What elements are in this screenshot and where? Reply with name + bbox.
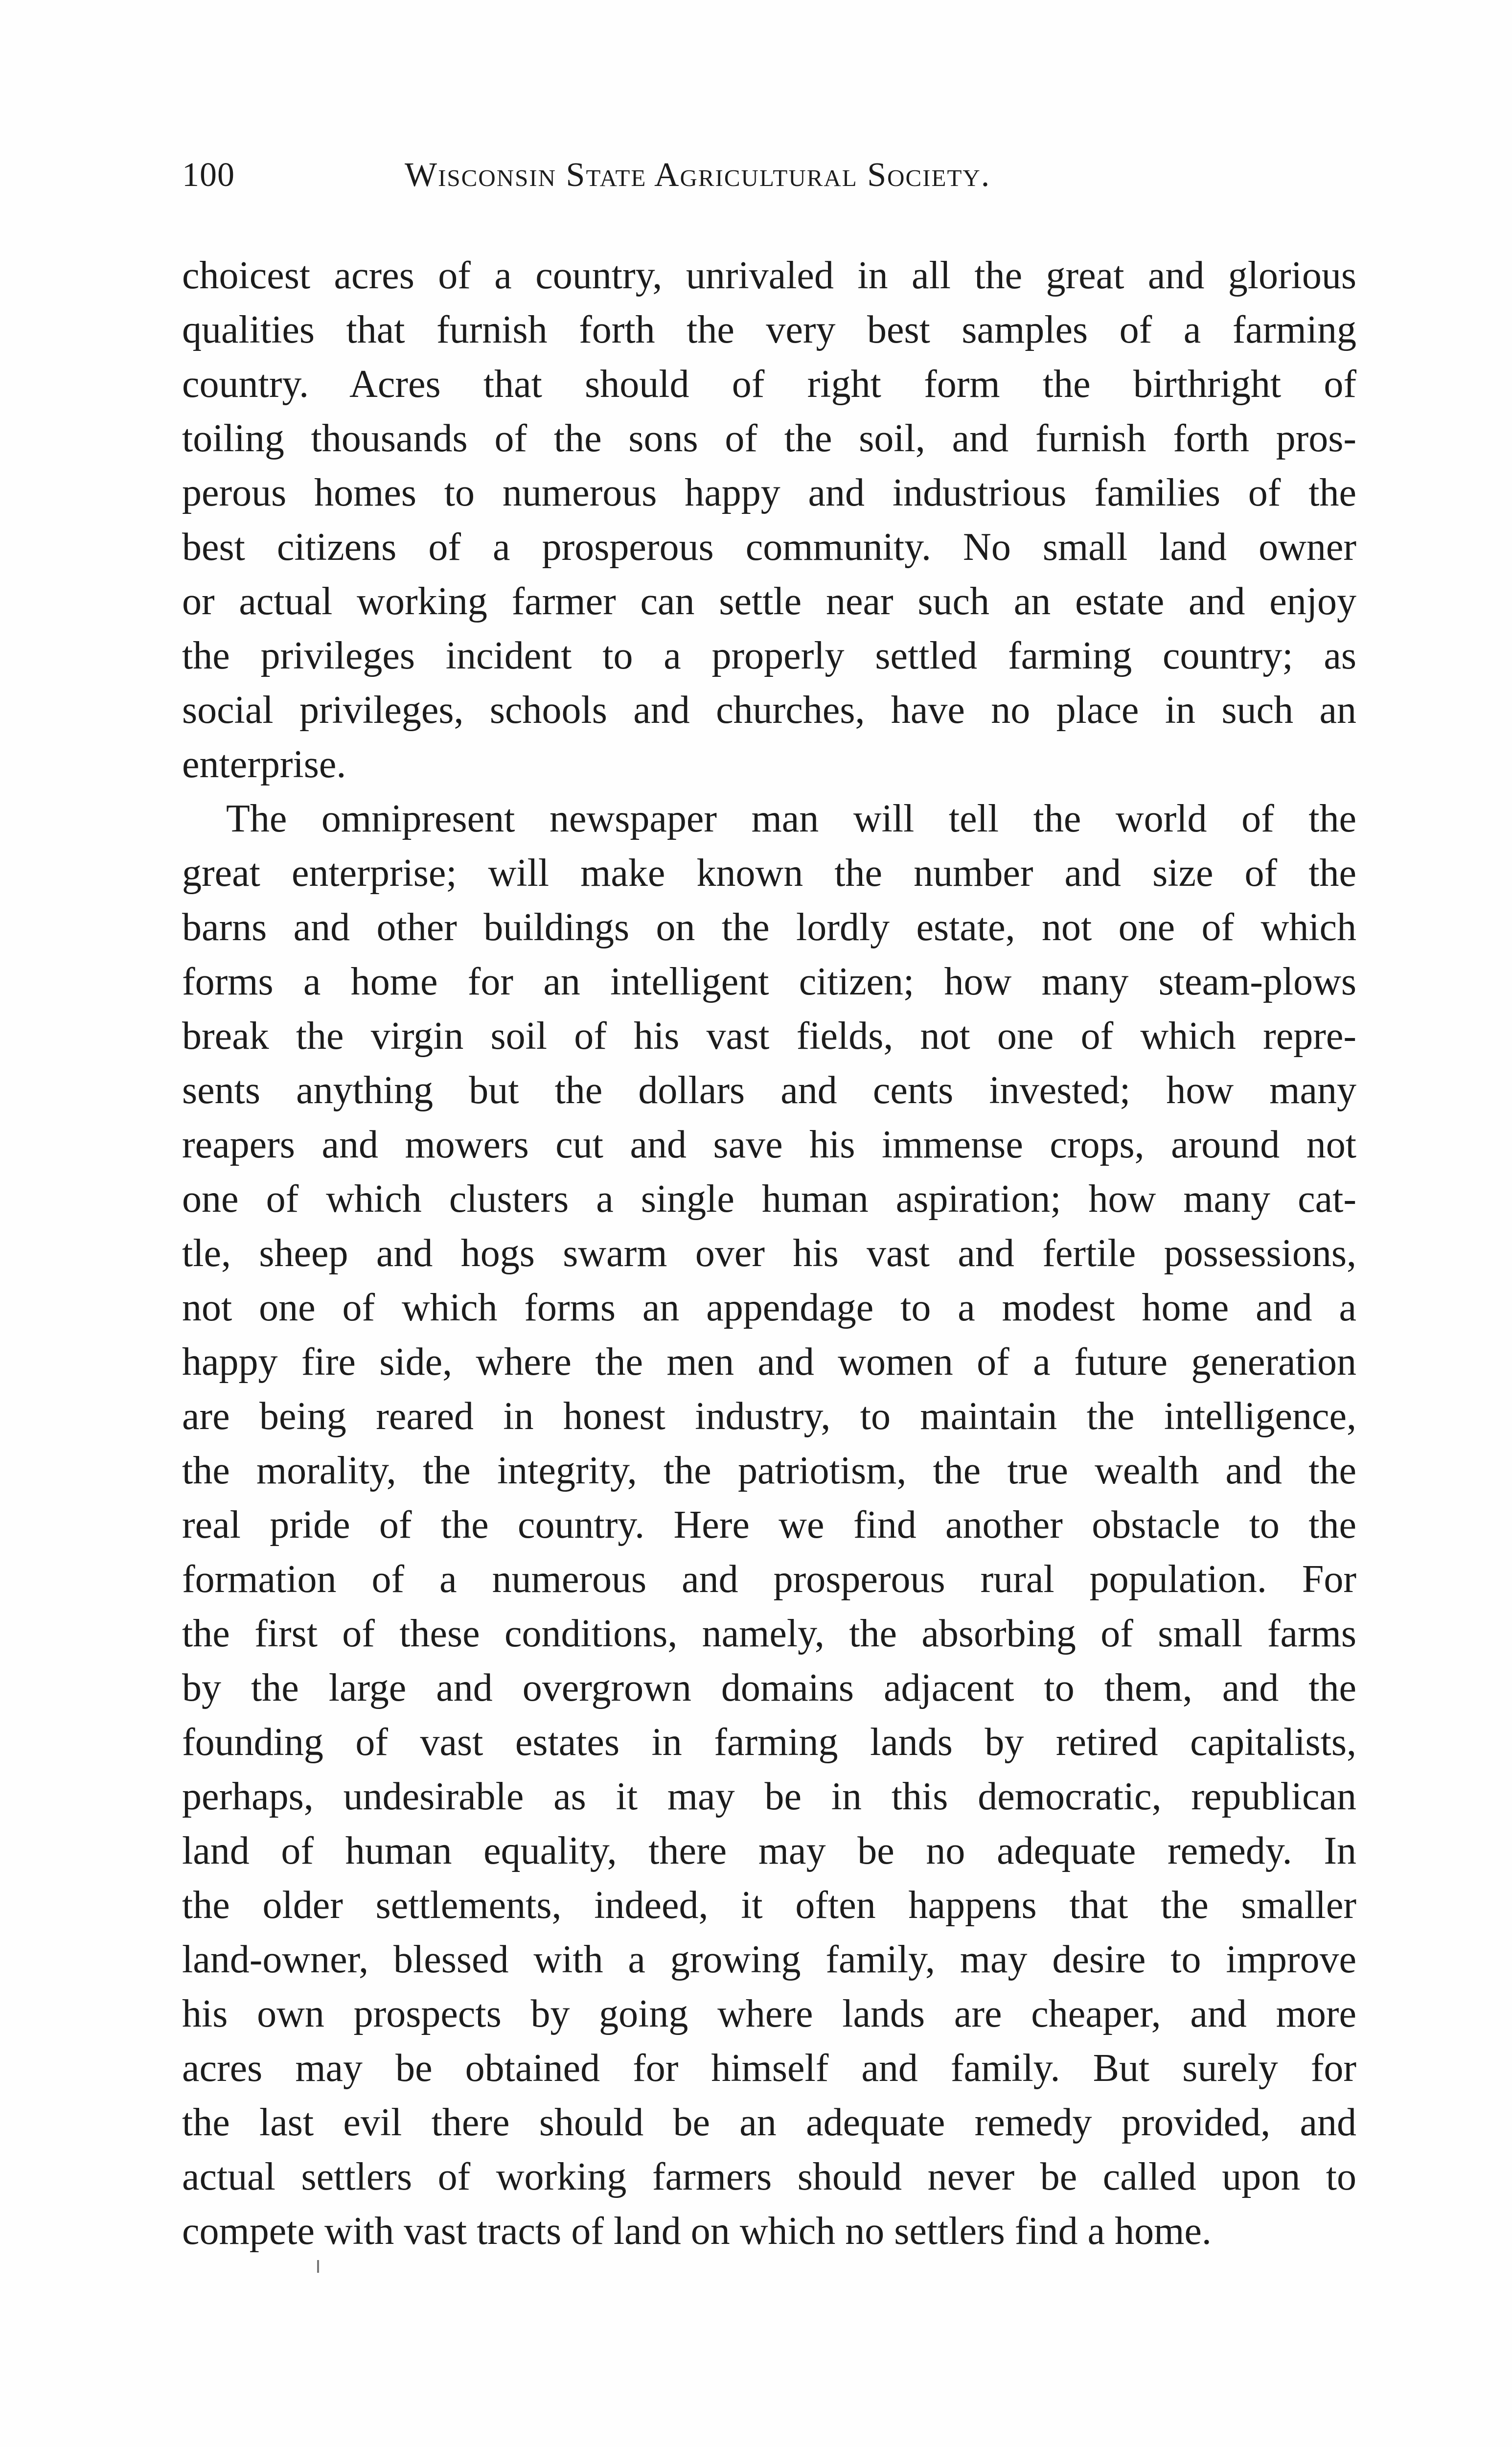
text-line: reapers and mowers cut and save his immense crops, around not <box>182 1123 1356 1166</box>
text-line: perhaps, undesirable as it may be in this democratic, republican <box>182 1775 1356 1818</box>
text-line: break the virgin soil of his vast fields, not one of which repre- <box>182 1015 1356 1058</box>
text-line: choicest acres of a country, unrivaled in all the great and glorious <box>182 254 1356 297</box>
page-number: 100 <box>182 156 235 194</box>
text-line: enterprise. <box>182 743 346 786</box>
text-line: happy fire side, where the men and women of a future generation <box>182 1340 1356 1384</box>
text-line: by the large and overgrown domains adjacent to them, and the <box>182 1666 1356 1709</box>
text-line: social privileges, schools and churches, have no place in such an <box>182 689 1356 732</box>
text-line: great enterprise; will make known the number and size of the <box>182 852 1356 895</box>
text-line: one of which clusters a single human aspiration; how many cat- <box>182 1177 1356 1221</box>
text-line: not one of which forms an appendage to a modest home and a <box>182 1286 1356 1329</box>
text-line: or actual working farmer can settle near such an estate and enjoy <box>182 580 1356 623</box>
text-line: compete with vast tracts of land on which no settlers find a home. <box>182 2210 1212 2253</box>
text-line: the older settlements, indeed, it often happens that the smaller <box>182 1884 1356 1927</box>
text-line: are being reared in honest industry, to maintain the intelligence, <box>182 1395 1356 1438</box>
body-text <box>182 249 1356 2259</box>
text-line: barns and other buildings on the lordly estate, not one of which <box>182 906 1356 949</box>
text-line: best citizens of a prosperous community. No small land owner <box>182 526 1356 569</box>
ink-speck <box>317 2260 319 2273</box>
text-line: toiling thousands of the sons of the soil, and furnish forth pros- <box>182 417 1356 460</box>
text-line: formation of a numerous and prosperous rural population. For <box>182 1558 1356 1601</box>
text-line: the first of these conditions, namely, the absorbing of small farms <box>182 1612 1356 1655</box>
text-line: country. Acres that should of right form the birthright of <box>182 363 1356 406</box>
text-line: acres may be obtained for himself and family. But surely for <box>182 2047 1356 2090</box>
text-line: real pride of the country. Here we find another obstacle to the <box>182 1503 1356 1547</box>
text-line: The omnipresent newspaper man will tell the world of the <box>226 797 1356 840</box>
text-line: land of human equality, there may be no adequate remedy. In <box>182 1829 1356 1872</box>
text-line: the last evil there should be an adequate remedy provided, and <box>182 2101 1356 2144</box>
text-line: land-owner, blessed with a growing family, may desire to improve <box>182 1938 1356 1981</box>
page-header <box>182 156 1366 205</box>
running-title: Wisconsin State Agricultural Society. <box>405 156 991 194</box>
text-line: the privileges incident to a properly settled farming country; as <box>182 634 1356 677</box>
text-line: forms a home for an intelligent citizen; how many steam-plows <box>182 960 1356 1003</box>
text-line: tle, sheep and hogs swarm over his vast and fertile possessions, <box>182 1232 1356 1275</box>
text-line: sents anything but the dollars and cents invested; how many <box>182 1069 1356 1112</box>
text-line: qualities that furnish forth the very best samples of a farming <box>182 308 1356 351</box>
text-line: perous homes to numerous happy and industrious families of the <box>182 471 1356 514</box>
text-line: the morality, the integrity, the patriotism, the true wealth and the <box>182 1449 1356 1492</box>
text-line: founding of vast estates in farming lands by retired capitalists, <box>182 1721 1356 1764</box>
text-line: actual settlers of working farmers should never be called upon to <box>182 2155 1356 2198</box>
text-line: his own prospects by going where lands are cheaper, and more <box>182 1992 1356 2035</box>
